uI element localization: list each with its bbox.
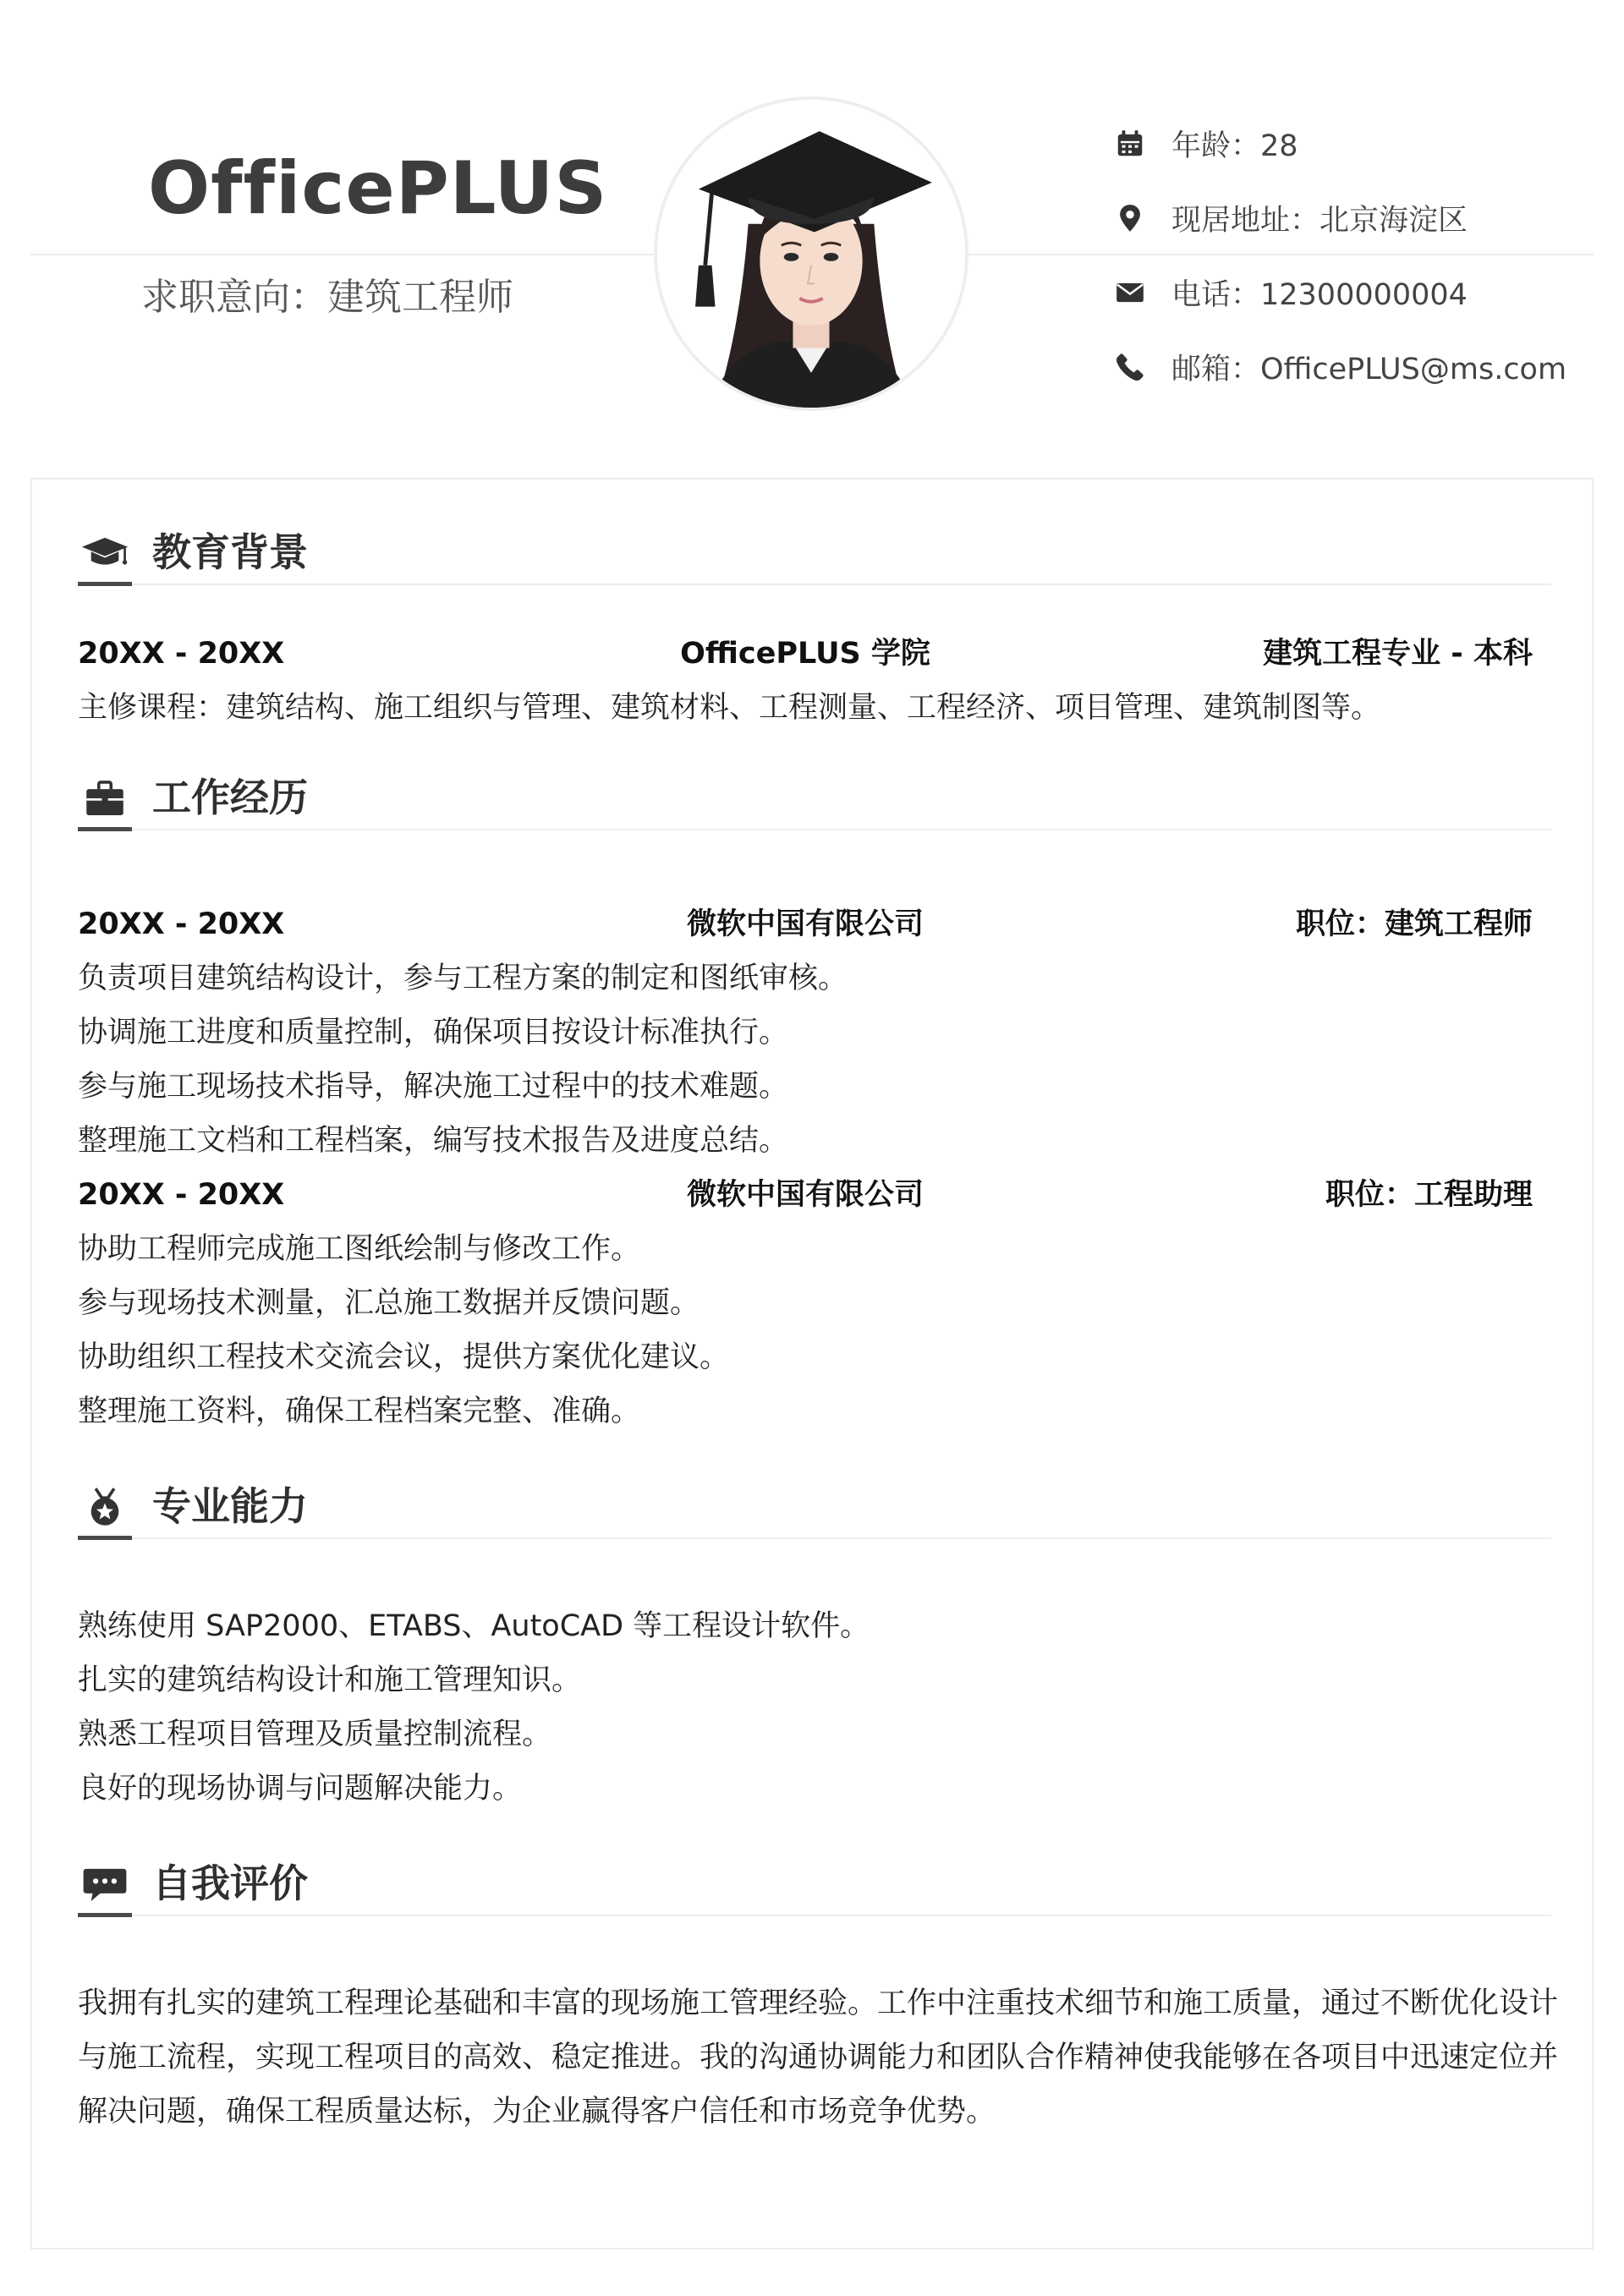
contact-email-text: 邮箱：OfficePLUS@ms.com [1171, 353, 1567, 386]
contact-age [1112, 118, 1586, 169]
education-major: 建筑工程专业 - 本科 [1263, 637, 1533, 671]
section-skills-title: 专业能力 [152, 1483, 308, 1529]
section-accent-bar [78, 1913, 132, 1917]
work-entry-2 [78, 1174, 1533, 1216]
graduation-cap-icon [78, 529, 132, 577]
section-education-header [78, 526, 1551, 585]
section-work-header [78, 771, 1551, 830]
skill-item: 扎实的建筑结构设计和施工管理知识。 [78, 1663, 582, 1697]
phone-icon [1112, 349, 1148, 385]
contact-address-text: 现居地址：北京海淀区 [1171, 204, 1468, 238]
section-accent-bar [78, 582, 132, 586]
self-eval-line: 解决问题，确保工程质量达标，为企业赢得客户信任和市场竞争优势。 [78, 2095, 996, 2129]
section-rule [78, 1915, 1551, 1916]
section-education-title: 教育背景 [152, 529, 308, 575]
chat-bubble-icon [78, 1860, 132, 1908]
contact-age-text: 年龄：28 [1171, 129, 1298, 163]
medal-icon [78, 1483, 132, 1531]
work-period: 20XX - 20XX [78, 1178, 285, 1212]
work-company: 微软中国有限公司 [686, 1178, 924, 1212]
work-duty: 负责项目建筑结构设计，参与工程方案的制定和图纸审核。 [78, 962, 848, 995]
work-duty: 协助组织工程技术交流会议，提供方案优化建议。 [78, 1340, 730, 1374]
skill-item: 熟悉工程项目管理及质量控制流程。 [78, 1718, 552, 1751]
section-rule [78, 829, 1551, 830]
work-period: 20XX - 20XX [78, 907, 285, 941]
self-eval-line: 我拥有扎实的建筑工程理论基础和丰富的现场施工管理经验。工作中注重技术细节和施工质量，通过不断优化设计 [78, 1986, 1559, 2020]
candidate-name: OfficePLUS [148, 146, 608, 231]
education-courses: 主修课程：建筑结构、施工组织与管理、建筑材料、工程测量、工程经济、项目管理、建筑制图等。 [78, 691, 1381, 725]
profile-photo [654, 96, 968, 411]
envelope-icon [1112, 275, 1148, 310]
portrait-graduation-cap-icon [657, 100, 965, 408]
work-duty: 协调施工进度和质量控制，确保项目按设计标准执行。 [78, 1016, 789, 1049]
education-entry [78, 633, 1533, 675]
section-rule [78, 1537, 1551, 1539]
section-self-eval-header [78, 1857, 1551, 1916]
job-intent: 求职意向：建筑工程师 [141, 276, 513, 319]
work-entry-1 [78, 903, 1533, 945]
self-eval-line: 与施工流程，实现工程项目的高效、稳定推进。我的沟通协调能力和团队合作精神使我能够在各项目中迅速定位并 [78, 2041, 1559, 2074]
section-accent-bar [78, 1536, 132, 1540]
work-duty: 整理施工文档和工程档案，编写技术报告及进度总结。 [78, 1124, 789, 1158]
contact-phone [1112, 267, 1586, 318]
contact-address [1112, 193, 1586, 244]
location-pin-icon [1112, 200, 1148, 236]
section-skills-header [78, 1480, 1551, 1539]
education-school: OfficePLUS 学院 [680, 637, 930, 671]
section-accent-bar [78, 827, 132, 831]
education-period: 20XX - 20XX [78, 637, 285, 671]
calendar-icon [1112, 126, 1148, 162]
briefcase-icon [78, 775, 132, 822]
section-work-title: 工作经历 [152, 775, 308, 820]
work-company: 微软中国有限公司 [686, 907, 924, 941]
skill-item: 熟练使用 SAP2000、ETABS、AutoCAD 等工程设计软件。 [78, 1609, 870, 1643]
section-rule [78, 584, 1551, 585]
work-position: 职位：建筑工程师 [1295, 907, 1533, 941]
work-duty: 参与施工现场技术指导，解决施工过程中的技术难题。 [78, 1070, 789, 1104]
work-duty: 协助工程师完成施工图纸绘制与修改工作。 [78, 1232, 641, 1266]
skill-item: 良好的现场协调与问题解决能力。 [78, 1772, 523, 1806]
contact-phone-text: 电话：12300000004 [1171, 278, 1468, 312]
work-duty: 整理施工资料，确保工程档案完整、准确。 [78, 1395, 641, 1428]
section-self-eval-title: 自我评价 [152, 1860, 308, 1906]
work-duty: 参与现场技术测量，汇总施工数据并反馈问题。 [78, 1286, 700, 1320]
work-position: 职位：工程助理 [1325, 1178, 1533, 1212]
contact-email [1112, 342, 1586, 392]
